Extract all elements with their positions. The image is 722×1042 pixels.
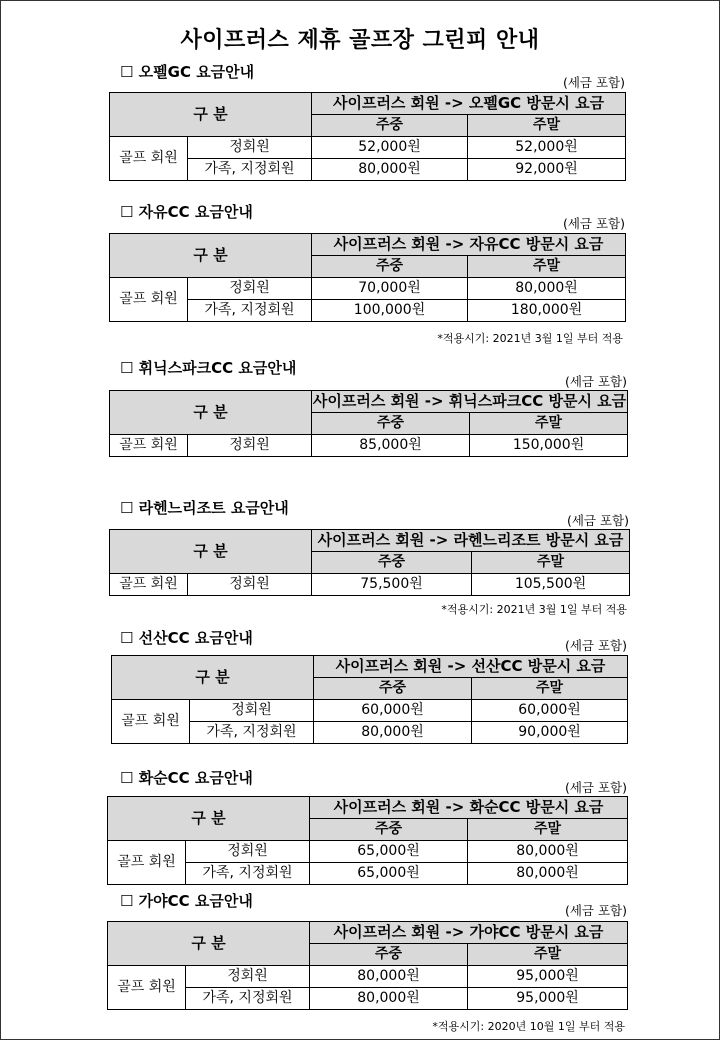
section-heading: ☐ 오펠GC 요금안내: [120, 63, 255, 81]
weekend-fee-cell: 80,000원: [468, 278, 626, 300]
weekday-fee-cell: 75,500원: [312, 574, 472, 596]
table-row: [110, 300, 626, 322]
weekday-header: 주중: [314, 678, 472, 700]
table-row: [108, 966, 628, 988]
weekend-header: 주말: [468, 819, 628, 841]
division-header-cell: 구 분: [110, 530, 312, 574]
weekend-fee-cell: 80,000원: [468, 863, 628, 885]
section-heading: ☐ 선산CC 요금안내: [120, 629, 253, 647]
fee-table: [109, 529, 630, 596]
member-type-cell: 정회원: [188, 574, 312, 596]
member-type-cell: 가족, 지정회원: [188, 300, 312, 322]
table-row: [110, 278, 626, 300]
fee-table: [109, 92, 626, 181]
member-group-cell: 골프 회원: [110, 574, 188, 596]
member-group-cell: 골프 회원: [108, 966, 186, 1010]
tax-note: (세금 포함): [564, 903, 627, 918]
tax-note: (세금 포함): [564, 780, 627, 795]
section-heading: ☐ 라헨느리조트 요금안내: [120, 499, 289, 517]
fee-table: [111, 655, 628, 744]
weekend-fee-cell: 95,000원: [468, 966, 628, 988]
weekend-fee-cell: 105,500원: [472, 574, 630, 596]
member-type-cell: 정회원: [188, 435, 312, 457]
table-row: [108, 863, 628, 885]
weekday-fee-cell: 80,000원: [314, 722, 472, 744]
weekday-header: 주중: [312, 256, 468, 278]
fee-table: [107, 921, 628, 1010]
weekday-fee-cell: 80,000원: [310, 988, 468, 1010]
table-row: [108, 841, 628, 863]
weekend-header: 주말: [470, 413, 628, 435]
weekend-fee-cell: 180,000원: [468, 300, 626, 322]
member-group-cell: 골프 회원: [108, 841, 186, 885]
member-type-cell: 가족, 지정회원: [186, 988, 310, 1010]
visit-rate-header: 사이프러스 회원 -> 가야CC 방문시 요금: [310, 922, 628, 944]
section-heading: ☐ 휘닉스파크CC 요금안내: [120, 359, 297, 377]
visit-rate-header: 사이프러스 회원 -> 라헨느리조트 방문시 요금: [312, 530, 630, 552]
division-header-cell: 구 분: [108, 797, 310, 841]
visit-rate-header: 사이프러스 회원 -> 오펠GC 방문시 요금: [312, 93, 626, 115]
division-header-cell: 구 분: [110, 391, 312, 435]
weekend-fee-cell: 92,000원: [468, 159, 626, 181]
visit-rate-header: 사이프러스 회원 -> 화순CC 방문시 요금: [310, 797, 628, 819]
weekend-fee-cell: 52,000원: [468, 137, 626, 159]
member-type-cell: 정회원: [186, 841, 310, 863]
weekend-fee-cell: 150,000원: [470, 435, 628, 457]
table-row: [110, 435, 628, 457]
member-group-cell: 골프 회원: [110, 278, 188, 322]
tax-note: (세금 포함): [562, 216, 625, 231]
tax-note: (세금 포함): [566, 513, 629, 528]
division-header-cell: 구 분: [110, 93, 312, 137]
section-heading: ☐ 화순CC 요금안내: [120, 769, 253, 787]
member-type-cell: 가족, 지정회원: [190, 722, 314, 744]
member-group-cell: 골프 회원: [110, 137, 188, 181]
table-row: [110, 159, 626, 181]
weekday-fee-cell: 70,000원: [312, 278, 468, 300]
fee-table: [109, 233, 626, 322]
weekday-fee-cell: 65,000원: [310, 841, 468, 863]
weekday-fee-cell: 100,000원: [312, 300, 468, 322]
weekday-header: 주중: [310, 819, 468, 841]
member-type-cell: 정회원: [188, 137, 312, 159]
weekend-fee-cell: 95,000원: [468, 988, 628, 1010]
weekend-fee-cell: 80,000원: [468, 841, 628, 863]
weekend-header: 주말: [472, 678, 628, 700]
fee-table: [109, 390, 628, 457]
page-title: 사이프러스 제휴 골프장 그린피 안내: [180, 28, 540, 53]
weekday-header: 주중: [312, 413, 470, 435]
weekday-header: 주중: [312, 552, 472, 574]
table-row: [112, 700, 628, 722]
weekday-fee-cell: 65,000원: [310, 863, 468, 885]
division-header-cell: 구 분: [110, 234, 312, 278]
visit-rate-header: 사이프러스 회원 -> 선산CC 방문시 요금: [314, 656, 628, 678]
visit-rate-header: 사이프러스 회원 -> 휘닉스파크CC 방문시 요금: [312, 391, 628, 413]
member-type-cell: 정회원: [190, 700, 314, 722]
table-row: [108, 988, 628, 1010]
weekday-fee-cell: 80,000원: [310, 966, 468, 988]
table-row: [110, 574, 630, 596]
member-type-cell: 가족, 지정회원: [186, 863, 310, 885]
weekday-fee-cell: 80,000원: [312, 159, 468, 181]
weekend-fee-cell: 90,000원: [472, 722, 628, 744]
fee-table: [107, 796, 628, 885]
weekday-fee-cell: 52,000원: [312, 137, 468, 159]
visit-rate-header: 사이프러스 회원 -> 자유CC 방문시 요금: [312, 234, 626, 256]
table-row: [112, 722, 628, 744]
member-group-cell: 골프 회원: [110, 435, 188, 457]
member-type-cell: 가족, 지정회원: [188, 159, 312, 181]
weekday-header: 주중: [312, 115, 468, 137]
applicable-date-note: *적용시기: 2021년 3월 1일 부터 적용: [437, 332, 623, 345]
weekday-header: 주중: [310, 944, 468, 966]
member-type-cell: 정회원: [188, 278, 312, 300]
applicable-date-note: *적용시기: 2021년 3월 1일 부터 적용: [441, 603, 627, 616]
table-row: [110, 137, 626, 159]
weekend-header: 주말: [468, 115, 626, 137]
weekend-header: 주말: [472, 552, 630, 574]
division-header-cell: 구 분: [112, 656, 314, 700]
weekday-fee-cell: 85,000원: [312, 435, 470, 457]
member-group-cell: 골프 회원: [112, 700, 190, 744]
tax-note: (세금 포함): [564, 374, 627, 389]
division-header-cell: 구 분: [108, 922, 310, 966]
tax-note: (세금 포함): [562, 75, 625, 90]
section-heading: ☐ 가야CC 요금안내: [120, 892, 253, 910]
section-heading: ☐ 자유CC 요금안내: [120, 203, 253, 221]
member-type-cell: 정회원: [186, 966, 310, 988]
weekend-header: 주말: [468, 944, 628, 966]
tax-note: (세금 포함): [564, 638, 627, 653]
weekend-fee-cell: 60,000원: [472, 700, 628, 722]
applicable-date-note: *적용시기: 2020년 10월 1일 부터 적용: [432, 1020, 625, 1033]
weekend-header: 주말: [468, 256, 626, 278]
weekday-fee-cell: 60,000원: [314, 700, 472, 722]
